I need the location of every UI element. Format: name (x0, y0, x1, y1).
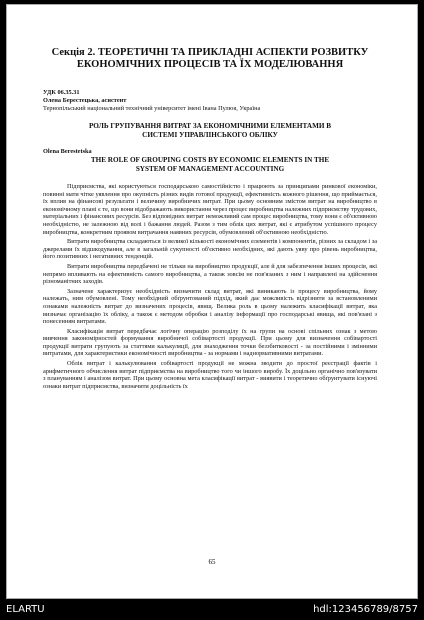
footer-handle: hdl:123456789/8757 (313, 604, 418, 615)
title-ua-line-2: СИСТЕМІ УПРАВЛІНСЬКОГО ОБЛІКУ (142, 131, 278, 139)
page-content (43, 47, 377, 392)
footer-repository-name: ELARTU (6, 604, 45, 615)
document-page (6, 4, 418, 599)
udk-code: УДК 06.35.31 (43, 89, 80, 96)
author-en: Olena Berestetska (43, 148, 92, 155)
article-body (43, 183, 377, 390)
body-paragraph: Витрати виробництва складаються із великої кількості економічних елементів і компонентів, різних за складом і за джерелами їх відшкодування, але в загальній сукупності об'єктивно необхідних, які дають уяву про рівень виробництва, його позитивних і негативних тенденцій. (43, 238, 377, 261)
section-heading-line-2: ЕКОНОМІЧНИХ ПРОЦЕСІВ ТА ЇХ МОДЕЛЮВАННЯ (76, 59, 344, 70)
page-number: 65 (208, 558, 216, 566)
body-paragraph: Класифікація витрат передбачає логічну операцію розподілу їх на групи на основі спільних ознак з метою вивчення закономірностей формування виробничої собівартості продукції. При цьому для визначення собівартості продукції витрати групують за статтями калькуляції, для знаходження точки беззбитковості - за постійними і змінними витратами, для характеристики економічності виробництва - за нормами і наднормативними витратами. (43, 327, 377, 358)
section-heading (43, 47, 377, 71)
author-ua: Олена Берестецька, асистент (43, 97, 127, 104)
body-paragraph: Підприємства, які користуються господарською самостійністю і працюють за принципами ринкової економіки, повинні мати чітке уявлення про окупність різних видів готової продукції, ефективність кожного рішення, що приймається, їх вплив на фінансові результати і величину виробничих витрат. При цьому основним змістом витрат на виробництво в економічному плані є те, що вони відображають використання через процес виробництва належних підприємству трудових, матеріальних і фінансових ресурсів. Без відповідних витрат неможливий сам процес виробництва, тому вони є об'єктивною необхідністю, не залежною від волі і бажання людей. Разом з тим облік цих витрат, які є атрибутом успішного процесу виробництва, конкретним проявом витрачання наявних ресурсів, обумовлений об'єктивною необхідністю. (43, 183, 377, 236)
section-heading-line-1: Секція 2. ТЕОРЕТИЧНІ ТА ПРИКЛАДНІ АСПЕКТИ РОЗВИТКУ (51, 47, 369, 58)
title-en-line-2: SYSTEM OF MANAGEMENT ACCOUNTING (135, 165, 285, 173)
repository-footer (0, 600, 424, 620)
body-paragraph: Облік витрат і калькулювання собівартості продукції не можна зводити до простої реєстрації фактів і арифметичного обчислення витрат підприємства на виробництво того чи іншого виробу. Їх доцільно органічно пов'язувати з плануванням і аналізом витрат. При цьому основна мета класифікації витрат - виявити і теоретично обґрунтувати існуючі ознаки витрат підприємства, визначити доцільність їх (43, 360, 377, 390)
body-paragraph: Витрати виробництва передбачені не тільки на виробництво продукції, але й для забезпечення інших процесів, які непрямо впливають на ефективність самого виробництва, а також зовсім не пов'язаних з ним і направлені на здійснення різноманітних заходів. (43, 262, 377, 286)
article-title-ua (43, 122, 377, 140)
title-en-line-1: THE ROLE OF GROUPING COSTS BY ECONOMIC ELEMENTS IN THE (90, 156, 330, 164)
body-paragraph: Зазначене характеризує необхідність визначити склад витрат, які виникають із процесу виробництва, йому належать, ним обумовлені. Тому необхідний обґрунтований підхід, який дає можливість відрізнити за встановленими ознаками належність витрат до визначених процесів, явищ. Велика роль в цьому належить класифікації витрат, яка визначає організацію їх обліку, а також є методом обробки і аналізу інформації про господарські явища, які пов'язані з понесенням витратами. (43, 287, 377, 326)
article-title-en (43, 156, 377, 174)
title-ua-line-1: РОЛЬ ГРУПУВАННЯ ВИТРАТ ЗА ЕКОНОМІЧНИМИ ЕЛЕМЕНТАМИ В (88, 122, 332, 130)
affiliation: Тернопільський національний технічний університет імені Івана Пулюя, Україна (43, 105, 261, 112)
